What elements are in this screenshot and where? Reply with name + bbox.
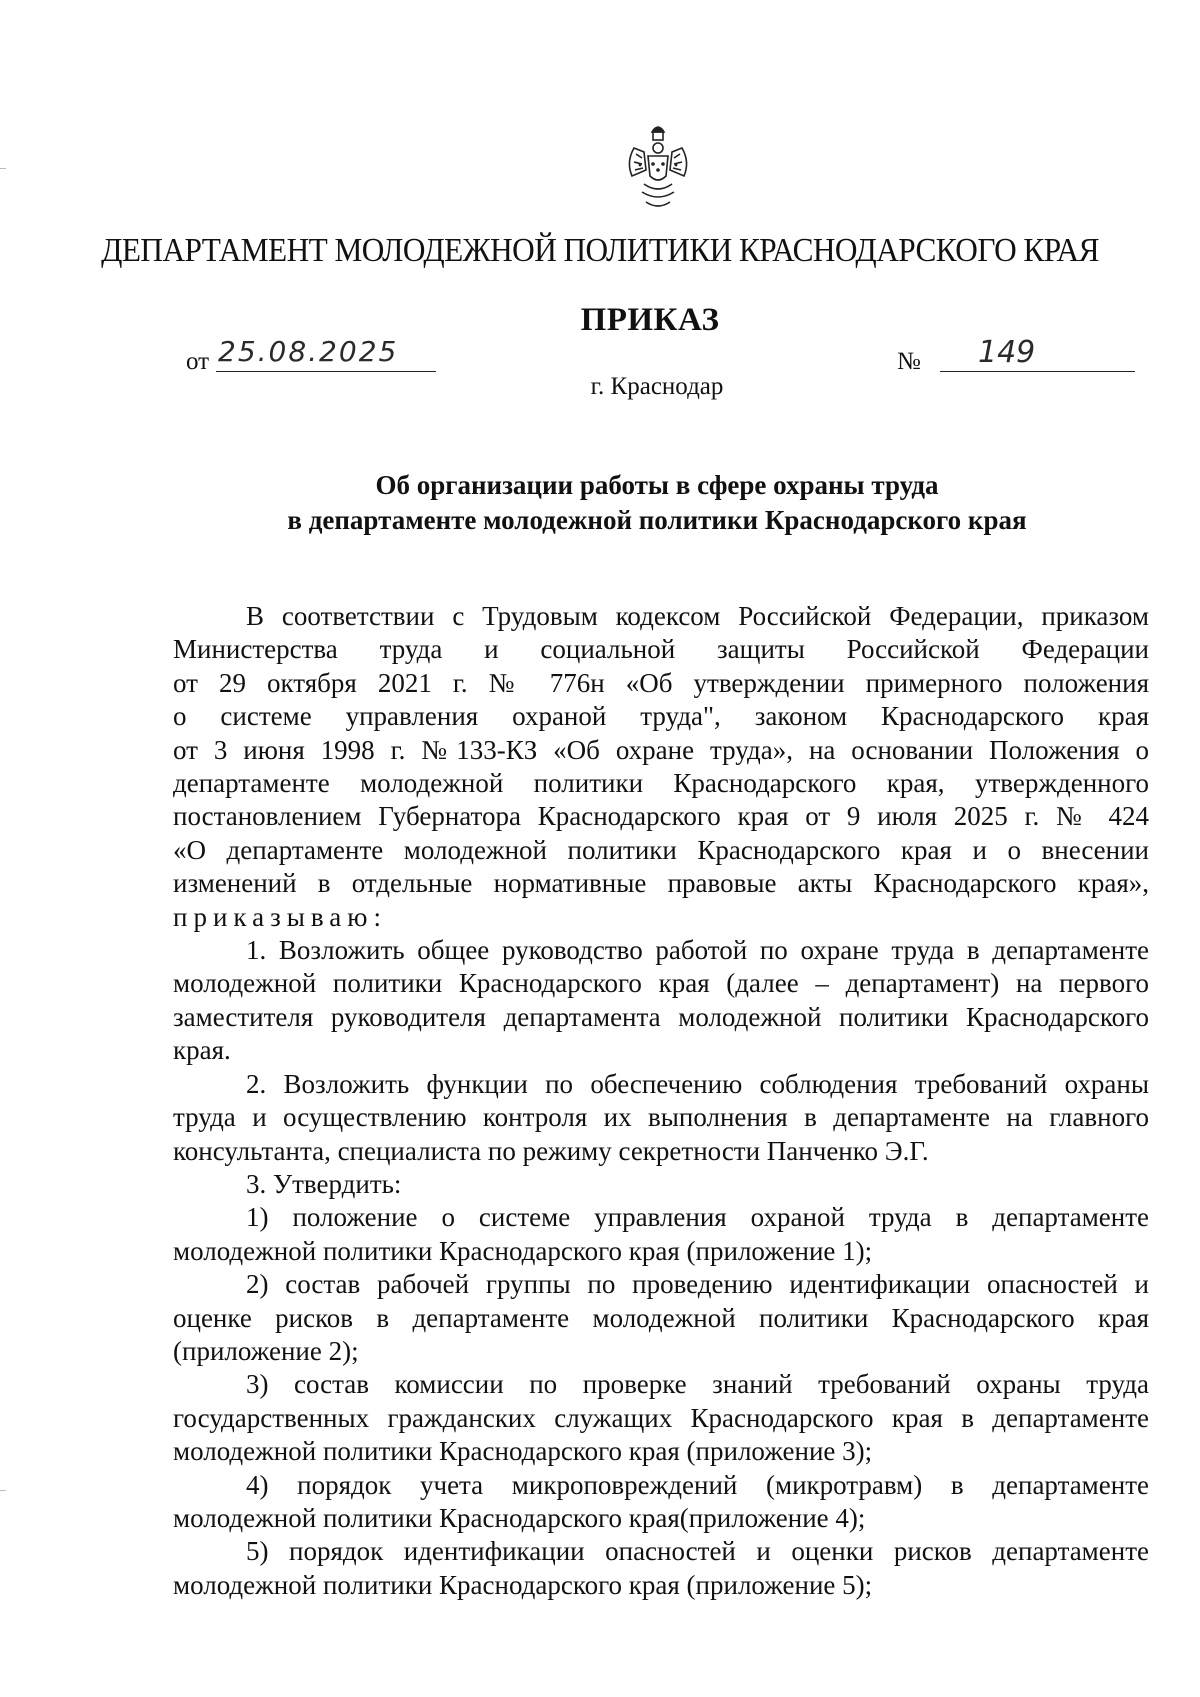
body-line: края. — [173, 1035, 231, 1066]
date-underline — [216, 371, 436, 372]
body-line: молодежной политики Краснодарского края (приложение 5); — [173, 1569, 873, 1600]
document-type-title: ПРИКАЗ — [580, 302, 720, 338]
body-line: молодежной политики Краснодарского края (далее – департамент) на первого — [173, 968, 1149, 999]
body-line: 1. Возложить общее руководство работой по охране труда в департаменте — [246, 935, 1149, 966]
body-line: 5) порядок идентификации опасностей и оценки рисков департаменте — [246, 1536, 1149, 1567]
order-body — [173, 600, 1149, 1602]
body-line: 2) состав рабочей группы по проведению идентификации опасностей и — [246, 1269, 1149, 1300]
body-line: молодежной политики Краснодарского края(приложение 4); — [173, 1502, 866, 1533]
body-line: 2. Возложить функции по обеспечению соблюдения требований охраны — [246, 1068, 1149, 1099]
body-line: о системе управления охраной труда", законом Краснодарского края — [173, 701, 1149, 732]
body-line: от 3 июня 1998 г. №133-КЗ «Об охране труда», на основании Положения о — [173, 734, 1149, 765]
body-line: 1) положение о системе управления охраной труда в департаменте — [246, 1202, 1149, 1233]
date-label: от — [186, 348, 210, 375]
body-line: консультанта, специалиста по режиму секретности Панченко Э.Г. — [173, 1135, 929, 1166]
department-name: ДЕПАРТАМЕНТ МОЛОДЕЖНОЙ ПОЛИТИКИ КРАСНОДАРСКОГО КРАЯ — [101, 232, 1099, 269]
body-line: «О департаменте молодежной политики Краснодарского края и о внесении — [173, 834, 1149, 865]
body-line: заместителя руководителя департамента молодежной политики Краснодарского — [173, 1001, 1149, 1032]
body-line: изменений в отдельные нормативные правовые акты Краснодарского края», — [173, 868, 1149, 899]
body-line: 4) порядок учета микроповреждений (микротравм) в департаменте — [246, 1469, 1149, 1500]
body-line: от 29 октября 2021 г. № 776н «Об утверждении примерного положения — [173, 667, 1149, 698]
body-line-order-word: приказываю: — [173, 901, 387, 932]
subject-line: Об организации работы в сфере охраны труда — [375, 470, 939, 500]
body-line: труда и осуществлению контроля их выполнения в департаменте на главного — [173, 1102, 1149, 1133]
body-line: молодежной политики Краснодарского края (приложение 1); — [173, 1235, 873, 1266]
body-line: 3) состав комиссии по проверке знаний требований охраны труда — [246, 1369, 1149, 1400]
krasnodar-coat-of-arms-icon — [620, 118, 696, 214]
body-line: (приложение 2); — [173, 1335, 359, 1366]
handwritten-order-number: 149 — [978, 335, 1036, 370]
body-line: молодежной политики Краснодарского края (приложение 3); — [173, 1436, 873, 1467]
order-subject-heading — [0, 468, 1200, 538]
body-line: постановлением Губернатора Краснодарского края от 9 июля 2025 г. № 424 — [173, 801, 1149, 832]
subject-line: в департаменте молодежной политики Краснодарского края — [287, 505, 1027, 535]
scan-margin-mark — [0, 1490, 6, 1491]
body-line: оценке рисков в департаменте молодежной политики Краснодарского края — [173, 1302, 1149, 1333]
handwritten-date: 25.08.2025 — [218, 335, 399, 368]
body-line: 3. Утвердить: — [246, 1168, 402, 1199]
number-underline — [940, 371, 1135, 372]
body-line: Министерства труда и социальной защиты Российской Федерации — [173, 634, 1149, 665]
body-line: В соответствии с Трудовым кодексом Российской Федерации, приказом — [246, 601, 1149, 631]
issue-city: г. Краснодар — [590, 373, 724, 400]
body-line: департаменте молодежной политики Краснодарского края, утвержденного — [173, 768, 1149, 799]
number-label: № — [897, 348, 921, 375]
body-line: государственных гражданских служащих Краснодарского края в департаменте — [173, 1402, 1149, 1433]
scan-margin-mark — [0, 168, 6, 169]
